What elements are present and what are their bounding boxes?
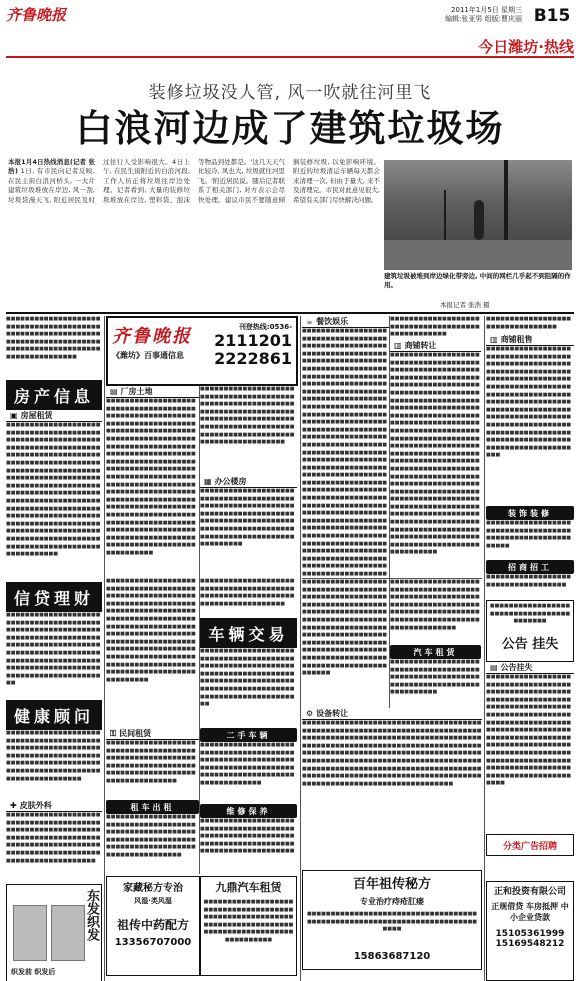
filler-text: ■■■■■■■■■■■■■■■■■■■■■■■■■■■■■■■■■■■■■■■■■■■■■■■■■■■■■■■■■■■■■■■■■■■■■■■■■■■■■■■■■■■■■■■■■■■■■■■■■■■■■■■■■■■■■■■■■■■■■■■■■■■■■■■■■■■■■■■■■■■■■■■■■■■■■■■■■■■■■■■■■■■■■■■■■■■■■■■■■■■■■■■■■■■■■■■■■■■■■■■■■■■■■■■■■■■■■■■■■■■■■■■■■■■■■■■■■■■■■■■■■■■■■■■■■■■■■■■■ xyxy=(106,578,200,728)
filler-text: ■■■■■■■■■■■■■■■■■■■■■■■■■■■■■■■■■■■■■■■■■■■■■■■■■■■■■■■■■■■ xyxy=(486,520,572,549)
filler-text: ■■■■■■■■■■■■■■■■■■■■■■■■■■■■■■■■■■■■■■■■■■■■■■■■■■■■■■■■■■■■■■■■■■■■■■■■■■■■■■■■■■■■■■■■■■■■■■■■■■■■■■■■■■■■■■■■■■■■■■■■■■■■■■■■■■■■■■■■■■■■■■■■■■■■■■■■■■■■■■■■■■■■■■■■■■■■■■■■■■■■■■■■■■■■■■■■■■■■■■■■■■■■■■■■■■■■■■■■■■■■■■ xyxy=(302,579,390,708)
classifieds-column-2 xyxy=(106,316,298,981)
filler-text: ■■■■■■■■■■■■■■■■■■■■■■■■■■■■■■■■■■■■■■■■■■■■■■■■■■■■■■■■■■■■■■■■■■■■■■■■■■■■■■■■■■■■■■■■■■■■■■■■■■■■■■■■■■■■■■■■■■■■■■■■■■■■■■■■■■■■■■■■ xyxy=(6,730,101,782)
filler-text: ■■■■■■■■■■■■■■■■■■■■■■■■■■■■■■■■■■■■■■■■■■■■■■■■■■■■■■■■■■■■■■■■■■■■■■■■■■■■■■■■■■■■■■■■■■■■■■■■■■■■■■■■■■■■■■■■■■■■■■■■■■■■■■■■■■■■■■■■■■■■■■■■■■■■■■■■■■■■■■■■■■■■■■■■■■■■■■■■■■■■■■■■■■■■■■■■■■■■■■■■■■■■■■■■■■■■■■■■■■■■■■■■■■■■■■■■■■■■■■■■■■■■■■■■■■■■■■■ xyxy=(486,346,572,459)
filler-text: ■■■■■■■■■■■■■■■■■■■■■■■■■■■■■■■■■■■■■■■■■■■■■■■■■■■■■■■■■■■■■■■■■■■■■■■■■■■■ xyxy=(306,911,478,933)
sub-factory-label: 厂房土地 xyxy=(120,387,153,396)
header-rule xyxy=(6,56,574,58)
ad-finance xyxy=(486,881,574,981)
ad-finance-phone-2: 15169548212 xyxy=(495,939,565,949)
filler-text: ■■■■■■■■■■■■■■■■■■■■■■■■■■■■■■■■■■■■■■■■■■■■■■■■■■■■■■■■■■■■■■■■■■■■■■■■■■■■■■■■■■■■■■■■■■■■■■■■■■■■ xyxy=(200,818,295,855)
photo-caption: 建筑垃圾被堆到岸边绿化带旁边, 中间的网栏几乎起不到阻隔的作用。 xyxy=(384,272,571,289)
sub-equipment-label: 设备转让 xyxy=(316,709,349,718)
sub-repair: 维修保养 xyxy=(200,804,297,818)
page-number: B15 xyxy=(533,6,571,26)
hotline-1: 2111201 xyxy=(214,331,292,350)
story-photo xyxy=(384,160,572,270)
story-headline: 白浪河边成了建筑垃圾场 xyxy=(75,106,505,150)
shop-icon: ▥ xyxy=(394,341,402,350)
filler-text: ■■■■■■■■■■■■■■■■■■■■■■■■■■■■■■■■■■■■■■■■■■■■■■■■■■■■■■■■■■■■■■■■■■■■■■■■■■■■■■■■■■■■■■■■■■■■■■■■■■■■■■■■■■■■■■■■■■■■■■■■■■■■■■■■■■■■■■■■■■■■■■■■■■■■■■■■■■■■■■■■■■■■■■■■■■■■■■■■■■■■■■■■■■■■■■■■■■■■■■■■■■■■■■■■■■■■■■■■■■■■■■■■■■■■■■■■■■■■■■■■■■■■■■■■■■■■■■■■■■■■■■■■■■■■■■■■■■■■■■■■■■■■■■■■■■■■■■■■■■■■■■■■■■■■■■■■■■■■■■■■■■■■■■■■■■■■■■■■ xyxy=(302,720,482,787)
sub-rent xyxy=(6,410,102,422)
filler-text: ■■■■■■■■■■■■■■■■■■■■■■■■■■■■■■■■■■■■■■■■■■■■■■■■■■■■■■■■■■■■■■■■■■■■■■■■■■■■■■■■■■■■■■■■■■■■■■■■■■■■■■■■■■■■■■■■■■■■■■■■■■■■■■■■■■■■■■■■■■■■■■■■■■■■■■■■■■■■■■ xyxy=(200,386,295,446)
sub-usedcar: 二手车辆 xyxy=(200,728,297,742)
section-divider xyxy=(6,312,574,314)
filler-text: ■■■■■■■■■■■■■■■■■■■■■■■■■■■■■■■■■■■■■■■■■ xyxy=(489,603,571,625)
ad-notice-title: 公告 挂失 xyxy=(501,637,559,652)
filler-text: ■■■■■■■■■■■■■■■■■■■■■■■■■■■■■■■■■■■■■■■■■■■■■■■■■■■■■■■■■■■■■■■■■■■■■■■■■■■■■■■■■■■■■■■■■■■■■■■■■■■■■■■■■■■■■■■■■■■■■■■■■■■■■■■■■■■■■■■■■■■■■■■■■■■■■■■■■■■■■■■■■■■■■■■■■■■■■■■■■■■■■■■■■■■■■■■■■■■■■■■■■■■■■■■■■■■■■■■■■■■■■■■■■■■■■■■■■■■■■■■■■■■■■■■■■■■■■■■■■■■■■■■■■■■■■■■■■■■■■■■■■■■■■■■■■■■■■■■■■■■■■■■■■■■■■■■■■■■■■■■■■■■■■■■■■■■■■■■■■■■■■■■■■■■■■■■■■■■■■■■■■■■■■■■■■■■■■■■■■■■■■■■■■■■■■■■■■■■■■■■■■■■■■■■■■■■■■■■■■■■■■■■■■■■■■■■■■■■■■■■■■■■■■■■■■■■■■■■■■■■■■■■■■■■■■■■■■■■■■■■■■■■■■■■■■■■■■■■■■■■■■■■■ xyxy=(390,352,480,556)
ad-herbal-phone: 13356707000 xyxy=(114,937,192,948)
column-rule xyxy=(104,316,105,981)
building-icon: ▦ xyxy=(204,477,212,486)
section-shop xyxy=(390,340,481,352)
ad-jobs: 分类广告招聘 xyxy=(486,834,574,856)
ad-hair xyxy=(6,884,102,981)
key-icon: ⚿ xyxy=(110,728,117,738)
filler-text: ■■■■■■■■■■■■■■■■■■■■■■■■■■■■■■■■■■■■■■■■■■■■■■■■■■■■■■■■■■■■■■■■■■■■■■■■■■■■■■■■■■■■■■■■■■■■■■■■■■■■■■■■■■■■■■■ xyxy=(106,814,196,858)
sub-shop xyxy=(486,334,574,346)
filler-text: ■■■■■■■■■■■■■■■■■■■■■■■■■■■■■■■■■■■■■■■■■■■■■■■■■■■■■■■■■■■■■■■■■■■■■■■■■■■■■■■■■■■■■■■■■■■■■■■■■■■■■■■■■ xyxy=(203,899,294,943)
classifieds-area xyxy=(6,316,574,981)
photo-credit: 本报记者 张浩 摄 xyxy=(440,301,490,309)
sub-catering-label: 餐饮娱乐 xyxy=(316,317,349,326)
shop-icon: ▥ xyxy=(490,335,498,344)
section-car: 车辆交易 xyxy=(200,618,297,648)
ad-finance-phone-1: 15105361999 xyxy=(495,929,565,939)
ad-carrental xyxy=(200,876,297,976)
ad-carrental-title: 九鼎汽车租赁 xyxy=(215,881,282,894)
factory-icon: ▤ xyxy=(110,387,118,396)
filler-text: ■■■■■■■■■■■■■■■■■■■■■■■■■■■■■■■■■■■■■■■■■■■■■■■■■■■■■■■■■■■■■■■■■■■■■■■■■■■■■■■■■■■■■■■■■■■■■■■■■■■■■■■■■■■■■■■■■■■ xyxy=(6,316,101,360)
story-lead: 本报1月4日热线消息(记者 张浩) xyxy=(8,158,95,176)
story-body xyxy=(8,158,380,310)
house-icon: ▣ xyxy=(10,411,18,420)
ad-hemorrhoid xyxy=(302,870,482,970)
ad-notice xyxy=(486,600,574,662)
story-text: 1日, 有市民向记者反映, 在民主街白浪河桥头, 一大片建筑垃圾堆放在岸边, 风一刮, 垃圾袋漫天飞, 附近居民及时过往行人受影响很大。4日上午, 在民生街附近的白浪河段, 工作人员正将垃圾往岸边处理。记者看到, 大量的装修垃圾堆放在岸边, 塑料袋、泡沫等物品到处都是。'这几天天气比较冷, 风也大, 垃圾就往河里飞。'附近居民说。随后记者联系了相关部门, 对方表示会尽快处理。建议市民不要随意倾倒装修垃圾, 以免影响环境。附近的垃圾清运车辆每天都会来清理一次, 但由于量大, 来不及清理完。市民对此意见很大, 希望有关部门尽快解决问题。 xyxy=(8,158,380,204)
sub-office xyxy=(200,476,297,488)
ad-hemorrhoid-phone: 15863687120 xyxy=(353,951,431,962)
ad-hemorrhoid-sub: 专业治疗痔疮肛瘘 xyxy=(360,897,424,906)
paper-logo-box xyxy=(106,316,298,386)
filler-text: ■■■■■■■■■■■■■■■■■■■■■■■■■■■■■■■■■■■■■■■■■■■■■■■■■■■■■■■■■■■■■■■■■■■■■■■■■■■■■■■■■■■■■■ xyxy=(390,659,480,696)
masthead-logo: 齐鲁晚报 xyxy=(6,6,67,24)
story-kicker: 装修垃圾没人管, 风一吹就往河里飞 xyxy=(148,83,432,103)
column-rule xyxy=(484,316,485,981)
sub-rental-info xyxy=(106,728,199,740)
issue-info xyxy=(445,6,522,24)
hotline-label: 刊登热线:0536- xyxy=(238,323,292,331)
sub-office-label: 办公楼房 xyxy=(214,477,247,486)
ad-finance-title: 正和投资有限公司 xyxy=(493,887,566,897)
doc-icon: ▤ xyxy=(490,663,498,672)
ad-herbal xyxy=(106,876,200,976)
filler-text: ■■■■■■■■■■■■■■■■■■■■■■■■■■■■■■■■■■■■■■■■■■■■■■■■■■■■■■■■■■■■■■■■■■■■■■■■■■■■■■■■■■■■■■■■■■■■■■■■■■■■■■■■■■■■■■■■■■■■■■■■■■■■■■■■■■■■■■■■■■■■■■■■■■■■■■■■■■■■■■■■■■■■■■■■■■■■■■■■■■■■■■■■■■■■■■■■■■■■■■■■■■■■■■■■■■■■■■■■■■■■■■■■■■■■■■■■■■■■■■■■■■■■■■■■■■■■■■■■■■■■■■■■■■■■■■■■■■■■■■■■■■■■■■■■■■■■■■■■■■■■■■■■■■■■■■■■■■■■■■■■■■■■■■■■■■■■■■■■■■■■■■■■■■■■■■■■■■■■■■■■■■■■■■■■■■■■■■■■■■■■■■■■■■■■■■ xyxy=(106,398,196,556)
filler-text: ■■■■■■■■■■■■■■■■■■■■■■■■■■■■■■■■■■■■■■■■■■■■■■■■■■■■■■■■■■■■■■■■■■■■■■■■■■■■■■■■■■■■■■■■■■■■■■■■■■■■■■■■■■■■■■ xyxy=(106,740,196,784)
classifieds-column-1 xyxy=(6,316,102,981)
section-sale: 招商招工 xyxy=(486,560,574,574)
section-title: 今日潍坊·热线 xyxy=(478,38,574,56)
section-car-rental: 汽车租赁 xyxy=(390,645,481,659)
sub-factory xyxy=(106,386,199,398)
sub-skin xyxy=(6,800,102,812)
filler-text: ■■■■■■■■■■■■■■■■■■■■■■■■■■■■■■■■■■■■■■■■■■■■■■■■■■■■■■■■■■■■■■■■■■■■■■■■■■■■■■■■■■■■■■■■■■■■■■■■■■■■■■■■■■■■■■■■■■■■■■■■■■■■■■■■■■■■■■■■■■■■■■■■■■■■■■■■■■■■■■■■■■■■■■■■■■■■■■■■■■■■■■■■■■■■■■■■■■■■■■■■■■■■■■■■■■■■■■■■■■■■■■■■■■■■■■■■■■■■■■■■■■■■■■■■■■■■■■■■■■■■■■■■■■■■■■■■■■■■■■■■■■■■■■■■■■■■■■■■■■■■■■■■■■■■■■■■■■■■■■■■■■■■■■■■■■■■■■■■■■■■■■■■■■■■■■■ xyxy=(6,422,101,558)
sub-guarantee xyxy=(486,662,574,674)
filler-text: ■■■■■■■■■■■■■■■■■■■■■■■■■■■■■■■■■■■■■■■■■■■■■■■■■■■■■■■■■■■■■■■■■■■■■■■■■■■■■■ xyxy=(200,578,295,607)
sub-rent-label: 房屋租赁 xyxy=(20,411,53,420)
ad-herbal-sub: 风湿·类风湿 xyxy=(134,897,172,905)
ad-herbal-title-2: 祖传中药配方 xyxy=(116,918,189,932)
issue-editors: 编辑:张亚男 组版:曹庆丽 xyxy=(445,15,522,23)
filler-text: ■■■■■■■■■■■■■■■■■■■■■■■■■■■■■■■■■■■■■■■■■■■■■■■■■■ xyxy=(390,316,480,338)
section-house: 房产信息 xyxy=(6,380,102,410)
ad-finance-sub: 正规借贷 车房抵押 中小企业贷款 xyxy=(491,902,569,922)
column-rule xyxy=(300,316,301,981)
filler-text: ■■■■■■■■■■■■■■■■■■■■■■■■■■■■■■■■■■■■■■■■■■■■■■■■■■■■■■■■■■■■■■■■■■■■■■■■■■■■■■■■■■■■■■■■■■■■■■■■■■■■■■■■■■■■■■■■■■■■■■■■■■■■■■■■■■■■■■■■■■■■■■■■■■■■■■■■■■■■■■■■■■■■■■■■■■■■■■■■■■■■■■■■■■■■■■■■■■■■■■■■■■■■■■■■■■■■■■■■■■■■■■■■■■■■■■■■■■■■■■■■■■■■■■■■■■■■■■■■ xyxy=(486,674,572,787)
hotline-2: 2222861 xyxy=(214,349,292,368)
ad-hair-tagline: 织发前 织发后 xyxy=(11,968,56,976)
filler-text: ■■■■■■■■■■■■■■■■■■■■■■■■■■■■■■■■■■■ xyxy=(486,574,572,588)
ad-herbal-title: 家藏秘方专治 xyxy=(123,883,183,894)
issue-date: 2011年1月5日 星期三 xyxy=(451,6,522,14)
sub-guarantee-label: 公告挂失 xyxy=(500,663,533,672)
ad-photo-before xyxy=(13,905,47,961)
section-shop-label: 商铺转让 xyxy=(404,341,437,350)
ad-hemorrhoid-title: 百年祖传秘方 xyxy=(352,877,431,892)
cup-icon: ☕ xyxy=(306,317,314,326)
sub-skin-label: 皮肤外科 xyxy=(19,801,52,810)
paper-logo-sub: 《潍坊》百事通信息 xyxy=(112,351,184,360)
ad-hair-title: 东发织发 xyxy=(84,889,99,941)
classifieds-column-3 xyxy=(302,316,482,981)
filler-text: ■■■■■■■■■■■■■■■■■■■■■■■■■■■■■■■■■■■■■■■■■■■■■■■■■■■■■■■■■■■■■■■■■■■■■■■■■■■■■■■■■■■■■■■■■■■■■■■■■■■■■■■■■■■■■■■■■■■■■■■■■■■■■■■■■■■■■■■■■■■ xyxy=(6,812,101,864)
filler-text: ■■■■■■■■■■■■■■■■■■■■■■■■■■■■■■■■■■■■■■■■■■■■■■■■■■■■■■■■■■■■■■■■■■■■■■■■■■■■■■■■■■■■■■■■■■■■■■■■■■■■■■■■■■■■■■■■■■■■■■■■■■■■■■■■ xyxy=(390,579,480,631)
sub-catering xyxy=(302,316,389,328)
ad-photo-after xyxy=(51,905,85,961)
filler-text: ■■■■■■■■■■■■■■■■■■■■■■■■■■■■■■■■■ xyxy=(486,316,572,330)
sub-rental-info-label: 民间租赁 xyxy=(119,729,152,738)
gear-icon: ⚙ xyxy=(306,709,314,718)
filler-text: ■■■■■■■■■■■■■■■■■■■■■■■■■■■■■■■■■■■■■■■■■■■■■■■■■■■■■■■■■■■■■■■■■■■■■■■■■■■■■■■■■■■■■■■■■■■■■■■■■■■■■■■■■■■■■■■■■■■■■■■■■■■■■■■■■■■■■■■■■■■■■■■■■■■■■ xyxy=(200,488,295,548)
paper-logo: 齐鲁晚报 xyxy=(112,326,192,347)
filler-text: ■■■■■■■■■■■■■■■■■■■■■■■■■■■■■■■■■■■■■■■■■■■■■■■■■■■■■■■■■■■■■■■■■■■■■■■■■■■■■■■■■■■■■■■■■■■■■■■■■■■■■■■■■■■■■■■■■■■■■■■■■■■■■■■■■■■■■■■■■■■■■■■■■■■■■■■■■■■■■■■■■■■■■■■■■■■■■■■■■■■■■■■■■■■■■■■■■■■■■■■■■■■■■■■■■■■■■■■■■■■■■■■■■■■■■■■■■■■■■■■■■■■■■■■■■■■■■■■■■■■■■■■■■■■■■■■■■■■■■■■■■■■■■■■■■■■■■■■■■■■■■■■■■■■■■■■■■■■■■■■■■■■■■■■■■■■■■■■■■■■■■■■■■■■■■■■■■■■■■■■■■■■■■■■■■■■■■■■■■■■■■■■■■■■■■■■■■■■■■■■■■■■■■■■■■■■■■■■■■■■■■■■■■■■■■■■■■■■■■■■■■■■■■■■■■■■■■■■■■■■■■■■■■■■■■■■■■■■■■■■■■■■■■■■■■■■■■■■■■■■■■■■■■■■■■■■■■■■■■■■■■■■■■■■■■■■■■■■■■■■■■■■■■■■■■■■■■■■■■■■■■■■■■■■■■■■■■■■■■■■■■■■■■■■■■■■■■■ xyxy=(302,328,388,577)
sub-equipment xyxy=(302,708,482,720)
section-decor: 装饰装修 xyxy=(486,506,574,520)
filler-text: ■■■■■■■■■■■■■■■■■■■■■■■■■■■■■■■■■■■■■■■■■■■■■■■■■■■■■■■■■■■■■■■■■■■■■■■■■■■■■■■■■■■■■■■■■■■■■■■■■■■■■■■■■■■■■■■■■ xyxy=(200,742,295,786)
cross-icon: ✚ xyxy=(10,801,17,810)
filler-text: ■■■■■■■■■■■■■■■■■■■■■■■■■■■■■■■■■■■■■■■■■■■■■■■■■■■■■■■■■■■■■■■■■■■■■■■■■■■■■■■■■■■■■■■■■■■■■■■■■■■■■■■■■■■■■■■■■■■■■■■■■■■■■■■■■■■■■■■■■■■■■■ xyxy=(200,648,295,708)
sub-car-rent: 租车出租 xyxy=(106,800,199,814)
section-loan: 信贷理财 xyxy=(6,582,102,612)
filler-text: ■■■■■■■■■■■■■■■■■■■■■■■■■■■■■■■■■■■■■■■■■■■■■■■■■■■■■■■■■■■■■■■■■■■■■■■■■■■■■■■■■■■■■■■■■■■■■■■■■■■■■■■■■■■■■■■■■■■■■■■■■■■■■■■■■■■■■■■■■■■■■■■■■■■■■■■■■■■■■■■■■■■■■■■■■■■■■■■■■■■■■■ xyxy=(6,612,101,687)
sub-shop-label: 商铺租售 xyxy=(500,335,533,344)
section-health: 健康顾问 xyxy=(6,700,102,730)
